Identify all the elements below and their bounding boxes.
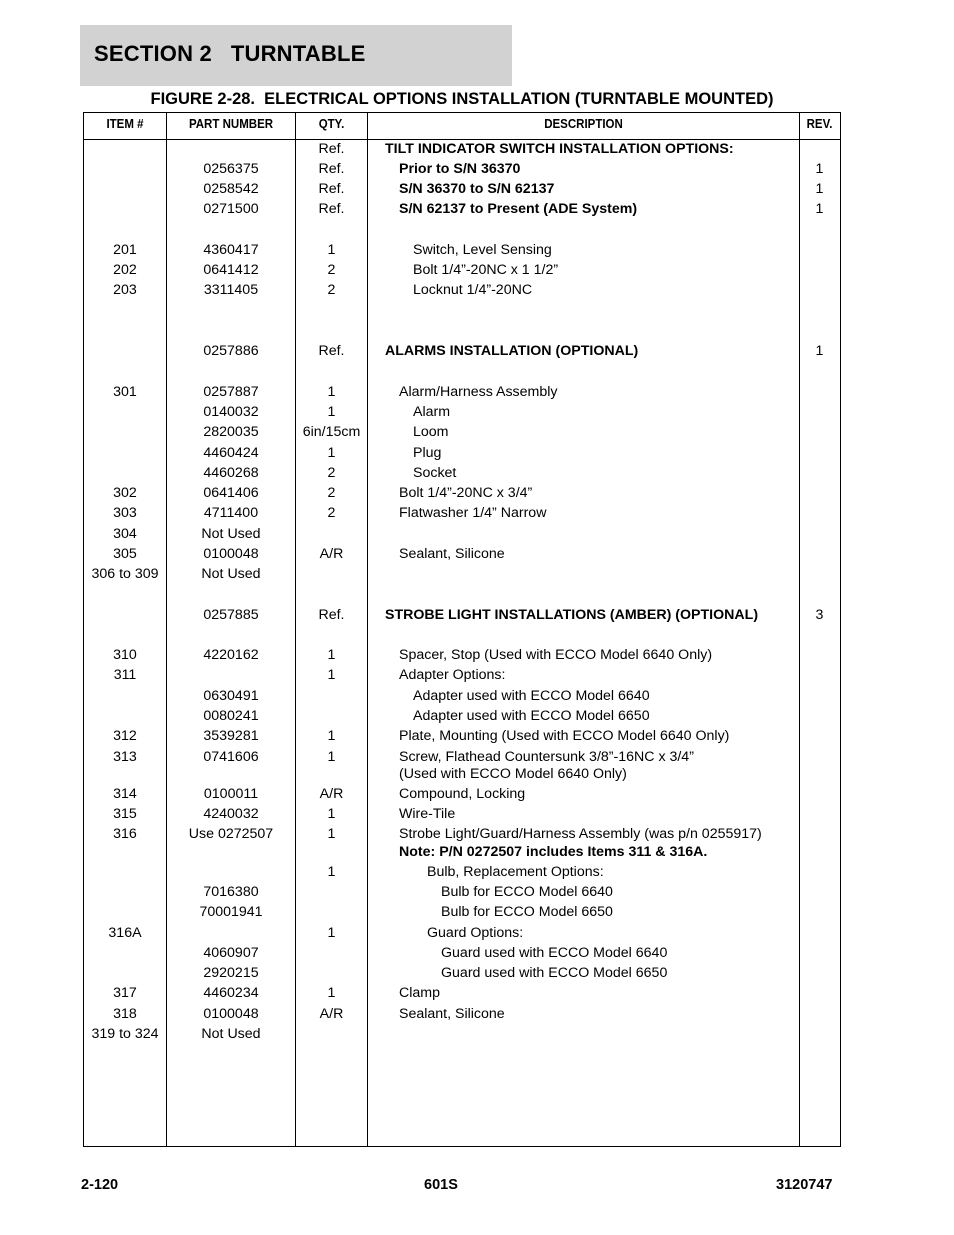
cell-qty: 1 — [327, 667, 336, 683]
cell-description: Alarm/Harness Assembly — [399, 384, 558, 400]
column-divider — [367, 112, 368, 1147]
cell-rev: 1 — [815, 201, 824, 217]
cell-part-number: 4060907 — [203, 945, 259, 961]
cell-part-number: 0257887 — [203, 384, 259, 400]
cell-item: 313 — [113, 749, 137, 765]
cell-description: Switch, Level Sensing — [413, 242, 552, 258]
cell-description: Compound, Locking — [399, 786, 526, 802]
cell-qty: 1 — [327, 985, 336, 1001]
cell-part-number: 0258542 — [203, 181, 259, 197]
cell-item: 303 — [113, 505, 137, 521]
cell-part-number: 3539281 — [203, 728, 259, 744]
cell-description: S/N 36370 to S/N 62137 — [399, 181, 555, 197]
cell-description: Bulb for ECCO Model 6650 — [441, 904, 613, 920]
cell-description: Clamp — [399, 985, 440, 1001]
cell-rev: 3 — [815, 607, 824, 623]
cell-qty: 2 — [327, 485, 336, 501]
cell-qty: 1 — [327, 384, 336, 400]
cell-part-number: 0630491 — [203, 688, 259, 704]
cell-description: (Used with ECCO Model 6640 Only) — [399, 766, 627, 782]
cell-part-number: 3311405 — [203, 282, 259, 298]
cell-item: 316 — [113, 826, 137, 842]
cell-item: 319 to 324 — [91, 1026, 159, 1042]
cell-description: Screw, Flathead Countersunk 3/8”-16NC x 3/4” — [399, 749, 694, 765]
cell-part-number: 0641412 — [203, 262, 259, 278]
cell-item: 314 — [113, 786, 137, 802]
cell-item: 201 — [113, 242, 137, 258]
cell-qty: A/R — [319, 1006, 344, 1022]
cell-description: S/N 62137 to Present (ADE System) — [399, 201, 638, 217]
document-number: 3120747 — [776, 1177, 833, 1193]
cell-item: 203 — [113, 282, 137, 298]
cell-part-number: 4460268 — [203, 465, 259, 481]
cell-description: Bulb for ECCO Model 6640 — [441, 884, 613, 900]
cell-item: 301 — [113, 384, 137, 400]
cell-qty: 1 — [327, 445, 336, 461]
cell-qty: 1 — [327, 806, 336, 822]
cell-item: 306 to 309 — [91, 566, 159, 582]
cell-part-number: 0641406 — [203, 485, 259, 501]
cell-qty: 2 — [327, 262, 336, 278]
cell-part-number: Use 0272507 — [188, 826, 274, 842]
cell-part-number: Not Used — [201, 526, 261, 542]
cell-description: Wire-Tile — [399, 806, 456, 822]
cell-description: Loom — [413, 424, 449, 440]
cell-description: Plate, Mounting (Used with ECCO Model 6640 Only) — [399, 728, 730, 744]
cell-part-number: 4460234 — [203, 985, 259, 1001]
cell-item: 311 — [113, 667, 137, 683]
cell-description: ALARMS INSTALLATION (OPTIONAL) — [385, 343, 639, 359]
cell-description: Guard used with ECCO Model 6650 — [441, 965, 668, 981]
cell-description: Spacer, Stop (Used with ECCO Model 6640 Only) — [399, 647, 713, 663]
section-title: SECTION 2 TURNTABLE — [94, 41, 366, 66]
cell-item: 318 — [113, 1006, 137, 1022]
cell-description: Sealant, Silicone — [399, 546, 505, 562]
cell-qty: 1 — [327, 728, 336, 744]
page-number: 2-120 — [81, 1177, 119, 1193]
cell-description: Sealant, Silicone — [399, 1006, 505, 1022]
cell-qty: 1 — [327, 647, 336, 663]
cell-qty: Ref. — [318, 161, 345, 177]
cell-description: Strobe Light/Guard/Harness Assembly (was p/n 0255917) — [399, 826, 762, 842]
cell-qty: Ref. — [318, 141, 345, 157]
cell-qty: A/R — [319, 546, 344, 562]
cell-description: TILT INDICATOR SWITCH INSTALLATION OPTIONS: — [385, 141, 734, 157]
table-header-divider — [83, 139, 841, 140]
column-divider — [799, 112, 800, 1147]
cell-part-number: 0257885 — [203, 607, 259, 623]
cell-qty: Ref. — [318, 607, 345, 623]
cell-item: 304 — [113, 526, 137, 542]
model-number: 601S — [424, 1177, 458, 1193]
cell-part-number: 0140032 — [203, 404, 259, 420]
cell-part-number: 0257886 — [203, 343, 259, 359]
cell-part-number: 2920215 — [203, 965, 259, 981]
cell-qty: A/R — [319, 786, 344, 802]
cell-qty: 1 — [327, 925, 336, 941]
cell-rev: 1 — [815, 181, 824, 197]
cell-qty: 1 — [327, 242, 336, 258]
cell-qty: Ref. — [318, 181, 345, 197]
cell-description: Flatwasher 1/4” Narrow — [399, 505, 547, 521]
cell-qty: 2 — [327, 505, 336, 521]
cell-qty: Ref. — [318, 201, 345, 217]
cell-rev: 1 — [815, 161, 824, 177]
cell-part-number: 4711400 — [203, 505, 259, 521]
cell-qty: 1 — [327, 749, 336, 765]
cell-item: 310 — [113, 647, 137, 663]
cell-description: Note: P/N 0272507 includes Items 311 & 316A. — [399, 844, 708, 860]
cell-qty: 1 — [327, 864, 336, 880]
cell-description: Adapter used with ECCO Model 6650 — [413, 708, 650, 724]
cell-description: Prior to S/N 36370 — [399, 161, 521, 177]
cell-qty: 1 — [327, 826, 336, 842]
cell-part-number: Not Used — [201, 566, 261, 582]
cell-item: 315 — [113, 806, 137, 822]
cell-item: 202 — [113, 262, 137, 278]
cell-description: STROBE LIGHT INSTALLATIONS (AMBER) (OPTIONAL) — [385, 607, 759, 623]
cell-part-number: 7016380 — [203, 884, 259, 900]
cell-description: Bolt 1/4”-20NC x 1 1/2” — [413, 262, 559, 278]
cell-part-number: 4360417 — [203, 242, 259, 258]
cell-qty: 2 — [327, 465, 336, 481]
cell-item: 316A — [108, 925, 142, 941]
cell-part-number: 4460424 — [203, 445, 259, 461]
cell-part-number: 0100048 — [203, 1006, 259, 1022]
column-header-part-number: PART NUMBER — [188, 117, 274, 131]
cell-description: Adapter Options: — [399, 667, 506, 683]
cell-part-number: 0271500 — [203, 201, 259, 217]
cell-description: Adapter used with ECCO Model 6640 — [413, 688, 650, 704]
cell-qty: 2 — [327, 282, 336, 298]
cell-description: Socket — [413, 465, 457, 481]
figure-title: FIGURE 2-28. ELECTRICAL OPTIONS INSTALLATION (TURNTABLE MOUNTED) — [150, 90, 774, 108]
cell-description: Plug — [413, 445, 442, 461]
cell-part-number: 0100011 — [203, 786, 259, 802]
cell-part-number: 4240032 — [203, 806, 259, 822]
cell-description: Alarm — [413, 404, 451, 420]
column-header-qty: QTY. — [318, 117, 345, 131]
cell-description: Guard Options: — [427, 925, 524, 941]
cell-part-number: 0080241 — [203, 708, 259, 724]
cell-item: 305 — [113, 546, 137, 562]
column-header-item: ITEM # — [106, 117, 144, 131]
column-header-rev: REV. — [806, 117, 833, 131]
cell-part-number: Not Used — [201, 1026, 261, 1042]
cell-description: Locknut 1/4”-20NC — [413, 282, 533, 298]
cell-part-number: 0256375 — [203, 161, 259, 177]
cell-description: Bulb, Replacement Options: — [427, 864, 604, 880]
cell-part-number: 4220162 — [203, 647, 259, 663]
cell-qty: 1 — [327, 404, 336, 420]
cell-part-number: 0100048 — [203, 546, 259, 562]
column-header-description: DESCRIPTION — [544, 117, 623, 131]
cell-qty: 6in/15cm — [302, 424, 361, 440]
cell-description: Guard used with ECCO Model 6640 — [441, 945, 668, 961]
cell-part-number: 0741606 — [203, 749, 259, 765]
cell-qty: Ref. — [318, 343, 345, 359]
cell-item: 317 — [113, 985, 137, 1001]
cell-description: Bolt 1/4”-20NC x 3/4” — [399, 485, 533, 501]
cell-part-number: 70001941 — [199, 904, 263, 920]
cell-part-number: 2820035 — [203, 424, 259, 440]
cell-item: 312 — [113, 728, 137, 744]
cell-item: 302 — [113, 485, 137, 501]
cell-rev: 1 — [815, 343, 824, 359]
